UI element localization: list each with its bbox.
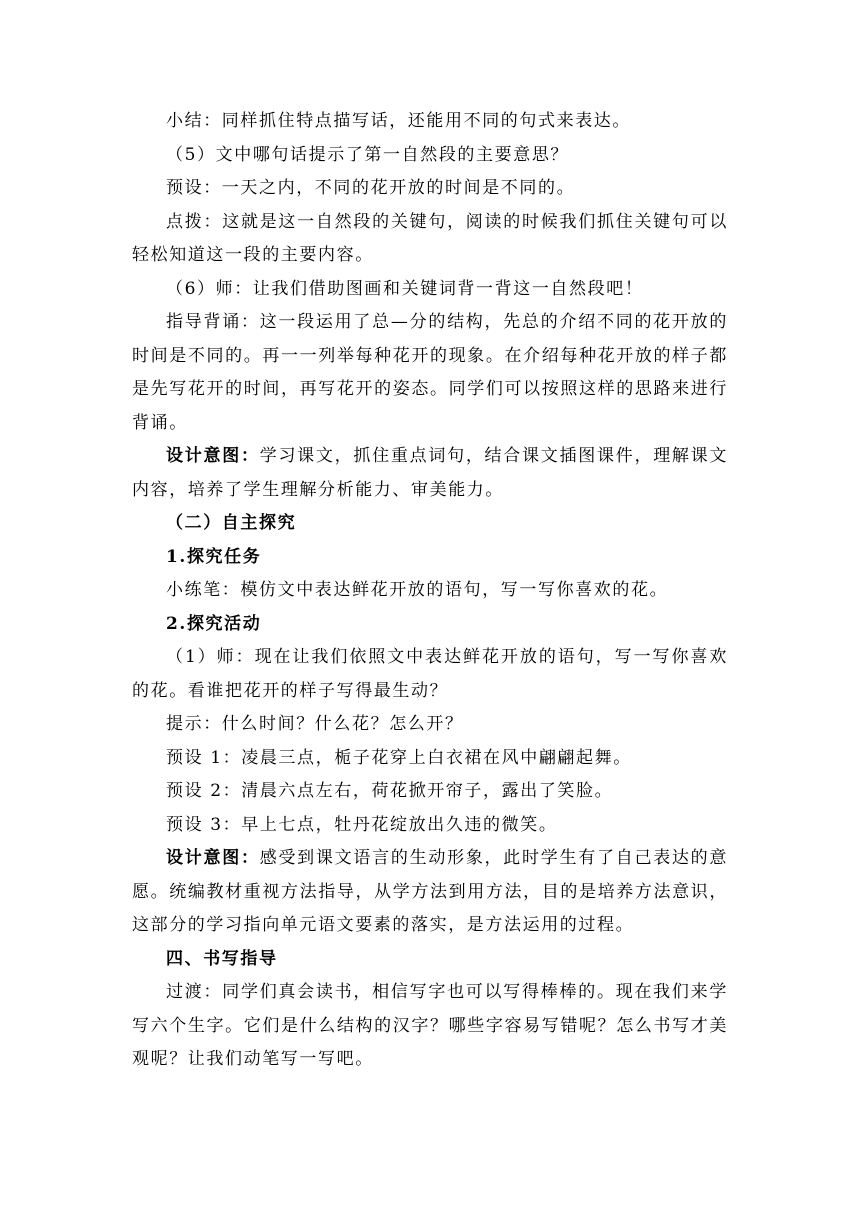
preset-1-paragraph: 预设 1：凌晨三点，栀子花穿上白衣裙在风中翩翩起舞。 — [166, 747, 632, 768]
hint-paragraph: 提示：什么时间？什么花？怎么开？ — [166, 714, 464, 734]
design-intent-label: 设计意图： — [166, 848, 260, 868]
preset-3-paragraph: 预设 3：早上七点，牡丹花绽放出久违的微笑。 — [166, 814, 558, 835]
activity-1-paragraph: （1）师：现在让我们依照文中表达鲜花开放的语句，写一写你喜欢的花。看谁把花开的样子写得最生动？ — [132, 647, 728, 701]
document-body — [132, 105, 728, 1077]
question-5-paragraph: （5）文中哪句话提示了第一自然段的主要意思？ — [166, 144, 570, 165]
practice-paragraph: 小练笔：模仿文中表达鲜花开放的语句，写一写你喜欢的花。 — [166, 580, 669, 600]
section-heading-self-explore: （二）自主探究 — [166, 513, 297, 533]
preset-2-paragraph: 预设 2：清晨六点左右，荷花掀开帘子，露出了笑脸。 — [166, 781, 614, 801]
preset-paragraph: 预设：一天之内，不同的花开放的时间是不同的。 — [166, 178, 576, 198]
design-intent-paragraph-1: 设计意图：学习课文，抓住重点词句，结合课文插图课件，理解课文内容，培养了学生理解分析能力、审美能力。 — [132, 446, 729, 500]
subheading-explore-activity: 2.探究活动 — [166, 613, 262, 634]
tip-paragraph: 点拨：这就是这一自然段的关键句，阅读的时候我们抓住关键句可以轻松知道这一段的主要内容。 — [132, 211, 728, 265]
summary-paragraph: 小结：同样抓住特点描写话，还能用不同的句式来表达。 — [166, 111, 631, 131]
design-intent-label: 设计意图： — [166, 446, 260, 466]
subheading-explore-task: 1.探究任务 — [166, 546, 262, 567]
transition-paragraph: 过渡：同学们真会读书，相信写字也可以写得棒棒的。现在我们来学写六个生字。它们是什么结构的汉字？哪些字容易写错呢？怎么书写才美观呢？让我们动笔写一写吧。 — [132, 982, 728, 1069]
question-6-paragraph: （6）师：让我们借助图画和关键词背一背这一自然段吧！ — [166, 278, 644, 299]
recitation-guide-paragraph: 指导背诵：这一段运用了总—分的结构，先总的介绍不同的花开放的时间是不同的。再一一列举每种花开的现象。在介绍每种花开放的样子都是先写花开的时间，再写花开的姿态。同学们可以按照这样的思路来进行背诵。 — [132, 312, 728, 433]
section-heading-writing-guide: 四、书写指导 — [166, 948, 278, 969]
design-intent-paragraph-2: 设计意图：感受到课文语言的生动形象，此时学生有了自己表达的意愿。统编教材重视方法指导，从学方法到用方法，目的是培养方法意识，这部分的学习指向单元语文要素的落实，是方法运用的过程。 — [132, 848, 729, 935]
